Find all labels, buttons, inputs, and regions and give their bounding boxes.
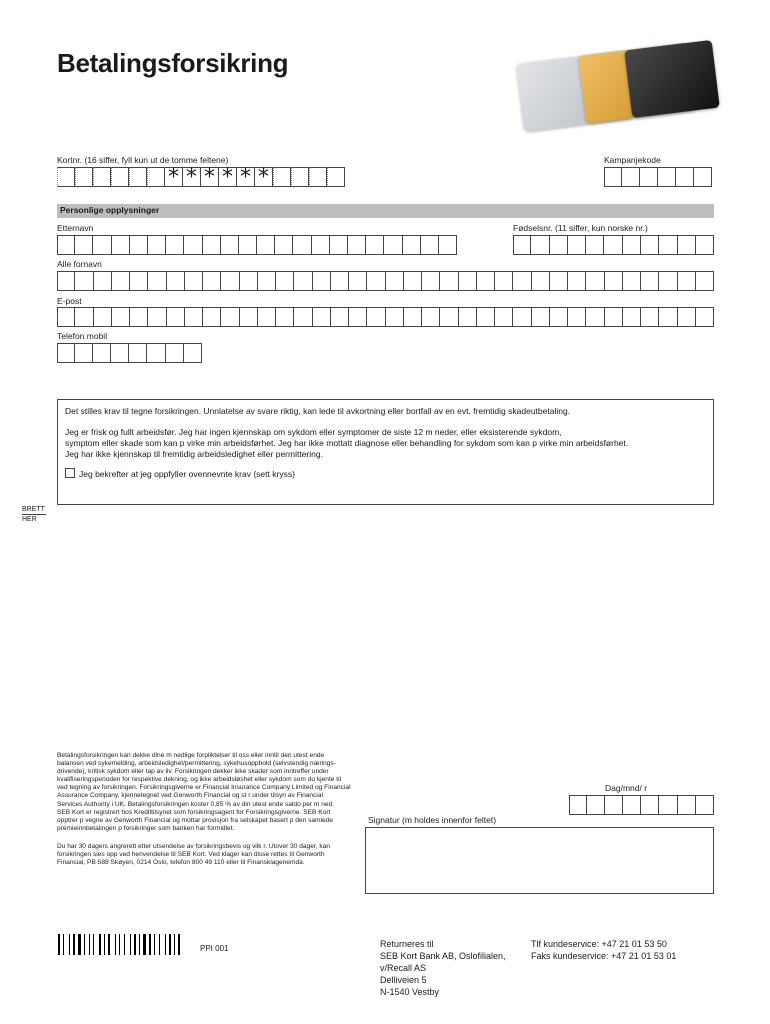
barcode-bar: [132, 934, 133, 955]
requirements-line-1: Jeg er frisk og fullt arbeidsfør. Jeg har ingen kjennskap om sykdom eller symptomer de siste 12 m neder, eller eksisterende sykdom,: [65, 427, 562, 437]
requirements-line-2: symptom eller skade som kan p virke min arbeidsførhet. Jeg har ikke mottatt diagnose eller behandling for sykdom som kan p virke min arbeidsførhet.: [65, 438, 629, 448]
first-name-cell[interactable]: [313, 271, 331, 291]
terms-line: premieinnbetalingen p forsikringer som banken har formidlet.: [57, 824, 235, 832]
first-names-label: Alle fornavn: [57, 259, 102, 269]
terms-line: forsikringen sies opp ved henvendelse til SEB Kort. Ved klager kan disse rettes til Genworth: [57, 851, 325, 859]
barcode-bar: [174, 934, 175, 955]
section-header-personal: [57, 204, 714, 218]
first-name-cell[interactable]: [221, 271, 239, 291]
campaign-cell[interactable]: [658, 167, 676, 187]
date-cell[interactable]: [659, 795, 677, 815]
first-name-cell[interactable]: [331, 271, 349, 291]
surname-cell[interactable]: [312, 235, 330, 255]
campaign-cell[interactable]: [676, 167, 694, 187]
email-cell[interactable]: [422, 307, 440, 327]
email-cell[interactable]: [440, 307, 458, 327]
surname-label: Etternavn: [57, 223, 94, 233]
terms-line: balansen ved sykemelding, arbeidsledighet/permittering, sykehusopphold (selvstendig nærings-: [57, 760, 336, 768]
barcode-bar: [91, 934, 92, 955]
barcode-bar: [121, 934, 123, 955]
campaign-cell[interactable]: [640, 167, 658, 187]
first-name-cell[interactable]: [440, 271, 458, 291]
email-cell[interactable]: [659, 307, 677, 327]
address-line: SEB Kort Bank AB, Oslofilialen,: [380, 951, 506, 961]
surname-cell[interactable]: [221, 235, 239, 255]
barcode-bar: [65, 934, 68, 955]
email-cell[interactable]: [623, 307, 641, 327]
email-cell[interactable]: [130, 307, 148, 327]
terms-line: Du har 30 dagers angrerett etter utsendelse av forsikringsbevis og vilk r. Utover 30 dager, kan: [57, 843, 331, 850]
barcode-bar: [134, 934, 136, 955]
date-cell[interactable]: [569, 795, 587, 815]
address-line: N-1540 Vestby: [380, 987, 440, 997]
email-cell[interactable]: [276, 307, 294, 327]
email-cell[interactable]: [532, 307, 550, 327]
email-cell[interactable]: [294, 307, 312, 327]
phone-cell[interactable]: [93, 343, 111, 363]
barcode-bar: [102, 934, 103, 955]
section-title: Personlige opplysninger: [60, 205, 160, 215]
barcode-bar: [124, 934, 125, 955]
barcode-bar: [169, 934, 171, 955]
birth-number-cell[interactable]: [604, 235, 622, 255]
birth-number-label: Fødselsnr. (11 siffer, kun norske nr.): [513, 223, 648, 233]
barcode-bar: [84, 934, 85, 955]
date-cell[interactable]: [696, 795, 714, 815]
card-dark-image: [624, 40, 720, 118]
barcode-bar: [86, 934, 88, 955]
phone-cell[interactable]: [111, 343, 129, 363]
first-name-cell[interactable]: [112, 271, 130, 291]
surname-cell[interactable]: [348, 235, 366, 255]
email-cell[interactable]: [148, 307, 166, 327]
email-cell[interactable]: [331, 307, 349, 327]
requirements-line-3: Jeg har ikke kjennskap til fremtidig arbeidsledighet eller permittering.: [65, 449, 323, 459]
fax-service: Faks kundeservice: +47 21 01 53 01: [531, 951, 677, 961]
barcode-bar: [165, 934, 166, 955]
barcode-bar: [154, 934, 155, 955]
first-name-cell[interactable]: [422, 271, 440, 291]
first-name-cell[interactable]: [276, 271, 294, 291]
birth-number-cell[interactable]: [531, 235, 549, 255]
barcode-bar: [139, 934, 140, 955]
card-digit-masked: *: [201, 167, 219, 187]
surname-cell[interactable]: [148, 235, 166, 255]
first-name-cell[interactable]: [495, 271, 513, 291]
card-digit-cell[interactable]: [147, 167, 165, 187]
card-digit-masked: *: [183, 167, 201, 187]
first-name-cell[interactable]: [185, 271, 203, 291]
address-line: Returneres til: [380, 939, 434, 949]
barcode-bar: [147, 934, 148, 955]
email-cell[interactable]: [696, 307, 714, 327]
first-name-cell[interactable]: [586, 271, 604, 291]
email-cell[interactable]: [349, 307, 367, 327]
address-line: Delliveien 5: [380, 975, 427, 985]
email-cell[interactable]: [167, 307, 185, 327]
date-cell[interactable]: [587, 795, 605, 815]
surname-cell[interactable]: [239, 235, 257, 255]
phone-label: Telefon mobil: [57, 331, 108, 341]
first-name-cell[interactable]: [367, 271, 385, 291]
phone-cell[interactable]: [75, 343, 93, 363]
card-number-field[interactable]: [57, 165, 345, 190]
email-cell[interactable]: [586, 307, 604, 327]
barcode-bar: [104, 934, 105, 955]
phone-cell[interactable]: [129, 343, 147, 363]
barcode-bar: [69, 934, 70, 955]
card-digit-cell[interactable]: [327, 167, 345, 187]
surname-cell[interactable]: [366, 235, 384, 255]
email-cell[interactable]: [550, 307, 568, 327]
email-cell[interactable]: [459, 307, 477, 327]
email-cell[interactable]: [386, 307, 404, 327]
barcode-bar: [111, 934, 114, 955]
first-name-cell[interactable]: [459, 271, 477, 291]
terms-line: opptrer p vegne av Genworth Financial og mottar provisjon fra selskapet basert p den samlede: [57, 816, 333, 824]
first-name-cell[interactable]: [623, 271, 641, 291]
date-cell[interactable]: [623, 795, 641, 815]
email-cell[interactable]: [313, 307, 331, 327]
barcode-bar: [159, 934, 160, 955]
barcode-bar: [141, 934, 142, 955]
barcode-bar: [117, 934, 118, 955]
campaign-code-label: Kampanjekode: [604, 155, 661, 165]
confirm-checkbox[interactable]: [65, 468, 75, 478]
barcode-bar: [115, 934, 116, 955]
first-name-cell[interactable]: [94, 271, 112, 291]
terms-line: ved tegning av forsikringen. Forsikringsgiverne er Financial Insurance Company Limited og Financial: [57, 784, 351, 792]
email-cell[interactable]: [94, 307, 112, 327]
return-address: [380, 938, 506, 998]
phone-cell[interactable]: [184, 343, 202, 363]
first-name-cell[interactable]: [532, 271, 550, 291]
signature-label: Signatur (m holdes innenfor feltet): [368, 815, 497, 825]
surname-cell[interactable]: [93, 235, 111, 255]
campaign-cell[interactable]: [694, 167, 712, 187]
email-cell[interactable]: [477, 307, 495, 327]
email-cell[interactable]: [57, 307, 75, 327]
barcode-image: [58, 934, 186, 955]
barcode-bar: [119, 934, 120, 955]
barcode-bar: [156, 934, 158, 955]
barcode-bar: [63, 934, 64, 955]
customer-service: [531, 938, 676, 962]
barcode-bar: [130, 934, 131, 955]
fold-text-1: BRETT: [22, 506, 45, 513]
terms-paragraph-1: [57, 752, 357, 833]
barcode-bar: [106, 934, 107, 955]
email-cell[interactable]: [258, 307, 276, 327]
terms-paragraph-2: [57, 843, 357, 867]
barcode-bar: [108, 934, 110, 955]
birth-number-cell[interactable]: [696, 235, 714, 255]
first-name-cell[interactable]: [258, 271, 276, 291]
confirm-label: Jeg bekrefter at jeg oppfyller ovennevnte krav (sett kryss): [79, 469, 295, 479]
requirements-intro: Det stilles krav til tegne forsikringen. Unnlatelse av svare riktig, kan lede til avkortning eller bortfall av en evt. fremtidig skadeutbetaling.: [65, 406, 571, 416]
surname-cell[interactable]: [293, 235, 311, 255]
barcode-bar: [172, 934, 173, 955]
barcode-bar: [149, 934, 151, 955]
barcode-bar: [93, 934, 94, 955]
email-cell[interactable]: [221, 307, 239, 327]
birth-number-cell[interactable]: [568, 235, 586, 255]
birth-number-cell[interactable]: [586, 235, 604, 255]
phone-cell[interactable]: [57, 343, 75, 363]
email-cell[interactable]: [112, 307, 130, 327]
barcode-bar: [161, 934, 164, 955]
fold-marker: [22, 505, 46, 524]
barcode-bar: [71, 934, 72, 955]
phone-field[interactable]: [57, 343, 202, 363]
email-field[interactable]: [57, 307, 714, 327]
barcode-bar: [76, 934, 77, 955]
first-name-cell[interactable]: [203, 271, 221, 291]
campaign-cell[interactable]: [604, 167, 622, 187]
barcode-bar: [176, 934, 177, 955]
email-cell[interactable]: [240, 307, 258, 327]
terms-line: Betalingsforsikringen kan dekke dine m nedlige forpliktelser til oss eller inntil den utest ende: [57, 752, 325, 759]
email-cell[interactable]: [203, 307, 221, 327]
first-name-cell[interactable]: [130, 271, 148, 291]
first-name-cell[interactable]: [568, 271, 586, 291]
first-name-cell[interactable]: [404, 271, 422, 291]
card-number-label: Kortnr. (16 siffer, fyll kun ut de tomme feltene): [57, 155, 229, 165]
card-digit-masked: *: [165, 167, 183, 187]
first-name-cell[interactable]: [294, 271, 312, 291]
card-digit-cell[interactable]: [111, 167, 129, 187]
terms-line: kvalifiseringsperioden for respektive dekning, og ikke arbeidsløshet eller sykdom som du kjente til: [57, 776, 342, 784]
barcode-bar: [99, 934, 101, 955]
first-name-cell[interactable]: [75, 271, 93, 291]
date-cell[interactable]: [678, 795, 696, 815]
terms-line: Assurance Company, kjennetegnet ved Genworth Financial og st r under tilsyn av Financial: [57, 792, 323, 800]
form-code: PPI 001: [200, 944, 229, 953]
date-cell[interactable]: [641, 795, 659, 815]
barcode-bar: [152, 934, 153, 955]
birth-number-cell[interactable]: [641, 235, 659, 255]
card-digit-cell[interactable]: [129, 167, 147, 187]
date-field[interactable]: [569, 795, 714, 815]
campaign-cell[interactable]: [622, 167, 640, 187]
surname-cell[interactable]: [330, 235, 348, 255]
phone-cell[interactable]: [166, 343, 184, 363]
barcode-bar: [181, 934, 184, 955]
surname-cell[interactable]: [57, 235, 75, 255]
form-title: Betalingsforsikring: [57, 48, 289, 78]
birth-number-cell[interactable]: [623, 235, 641, 255]
barcode-bar: [167, 934, 168, 955]
first-name-cell[interactable]: [605, 271, 623, 291]
date-label: Dag/mnd/ r: [605, 783, 648, 793]
surname-cell[interactable]: [130, 235, 148, 255]
fold-text-2: HER: [22, 514, 46, 524]
email-cell[interactable]: [568, 307, 586, 327]
first-names-field[interactable]: [57, 271, 714, 291]
campaign-code-field[interactable]: [604, 167, 712, 187]
first-name-cell[interactable]: [513, 271, 531, 291]
first-name-cell[interactable]: [57, 271, 75, 291]
email-cell[interactable]: [605, 307, 623, 327]
date-cell[interactable]: [605, 795, 623, 815]
birth-number-cell[interactable]: [678, 235, 696, 255]
terms-line: Financial, PB 588 Skøyen, 0214 Oslo, telefon 800 49 110 eller til Finansklagenemda.: [57, 859, 305, 867]
barcode-bar: [58, 934, 60, 955]
barcode-bar: [61, 934, 62, 955]
barcode-bar: [137, 934, 138, 955]
terms-line: SEB Kort er registrert hos Kredittilsynet som forsikringsagent for Forsikringsgiverne. SEB Kort: [57, 808, 331, 816]
surname-cell[interactable]: [257, 235, 275, 255]
email-cell[interactable]: [367, 307, 385, 327]
surname-cell[interactable]: [275, 235, 293, 255]
email-label: E-post: [57, 296, 82, 306]
birth-number-cell[interactable]: [659, 235, 677, 255]
barcode-bar: [78, 934, 81, 955]
card-digit-masked: *: [219, 167, 237, 187]
card-digit-cell[interactable]: [273, 167, 291, 187]
email-cell[interactable]: [678, 307, 696, 327]
card-digit-masked: *: [237, 167, 255, 187]
first-name-cell[interactable]: [167, 271, 185, 291]
phone-service: Tlf kundeservice: +47 21 01 53 50: [531, 939, 667, 949]
first-name-cell[interactable]: [641, 271, 659, 291]
phone-cell[interactable]: [147, 343, 165, 363]
surname-cell[interactable]: [403, 235, 421, 255]
first-name-cell[interactable]: [550, 271, 568, 291]
birth-number-cell[interactable]: [513, 235, 531, 255]
surname-cell[interactable]: [75, 235, 93, 255]
health-requirements-box: [57, 399, 714, 505]
terms-line: Services Authority i UK. Betalingsforsikringen koster 0,85 % av din utest ende saldo per m ned.: [57, 800, 335, 808]
email-cell[interactable]: [495, 307, 513, 327]
first-name-cell[interactable]: [659, 271, 677, 291]
card-digit-cell[interactable]: [309, 167, 327, 187]
first-name-cell[interactable]: [148, 271, 166, 291]
barcode-bar: [95, 934, 98, 955]
first-name-cell[interactable]: [349, 271, 367, 291]
card-images: [520, 43, 720, 133]
email-cell[interactable]: [185, 307, 203, 327]
card-digit-cell[interactable]: [291, 167, 309, 187]
first-name-cell[interactable]: [678, 271, 696, 291]
barcode-bar: [143, 934, 146, 955]
first-name-cell[interactable]: [477, 271, 495, 291]
surname-cell[interactable]: [384, 235, 402, 255]
card-digit-cell[interactable]: [93, 167, 111, 187]
card-digit-masked: *: [255, 167, 273, 187]
surname-cell[interactable]: [112, 235, 130, 255]
first-name-cell[interactable]: [386, 271, 404, 291]
barcode-bar: [73, 934, 75, 955]
email-cell[interactable]: [75, 307, 93, 327]
surname-cell[interactable]: [184, 235, 202, 255]
surname-cell[interactable]: [203, 235, 221, 255]
first-name-cell[interactable]: [240, 271, 258, 291]
barcode-bar: [126, 934, 129, 955]
signature-box[interactable]: [365, 827, 714, 894]
surname-cell[interactable]: [421, 235, 439, 255]
birth-number-cell[interactable]: [550, 235, 568, 255]
email-cell[interactable]: [641, 307, 659, 327]
terms-line: drivende), kritisk sykdom eller tap av liv. Forsikringen dekker ikke skader som inntreffer under: [57, 768, 329, 776]
email-cell[interactable]: [513, 307, 531, 327]
first-name-cell[interactable]: [696, 271, 714, 291]
barcode-bar: [89, 934, 90, 955]
card-digit-cell[interactable]: [75, 167, 93, 187]
card-digit-cell[interactable]: [57, 167, 75, 187]
surname-field[interactable]: [57, 235, 457, 255]
email-cell[interactable]: [404, 307, 422, 327]
surname-cell[interactable]: [166, 235, 184, 255]
address-line: v/Recall AS: [380, 963, 427, 973]
birth-number-field[interactable]: [513, 235, 714, 255]
surname-cell[interactable]: [439, 235, 457, 255]
barcode-bar: [82, 934, 83, 955]
barcode-bar: [178, 934, 180, 955]
